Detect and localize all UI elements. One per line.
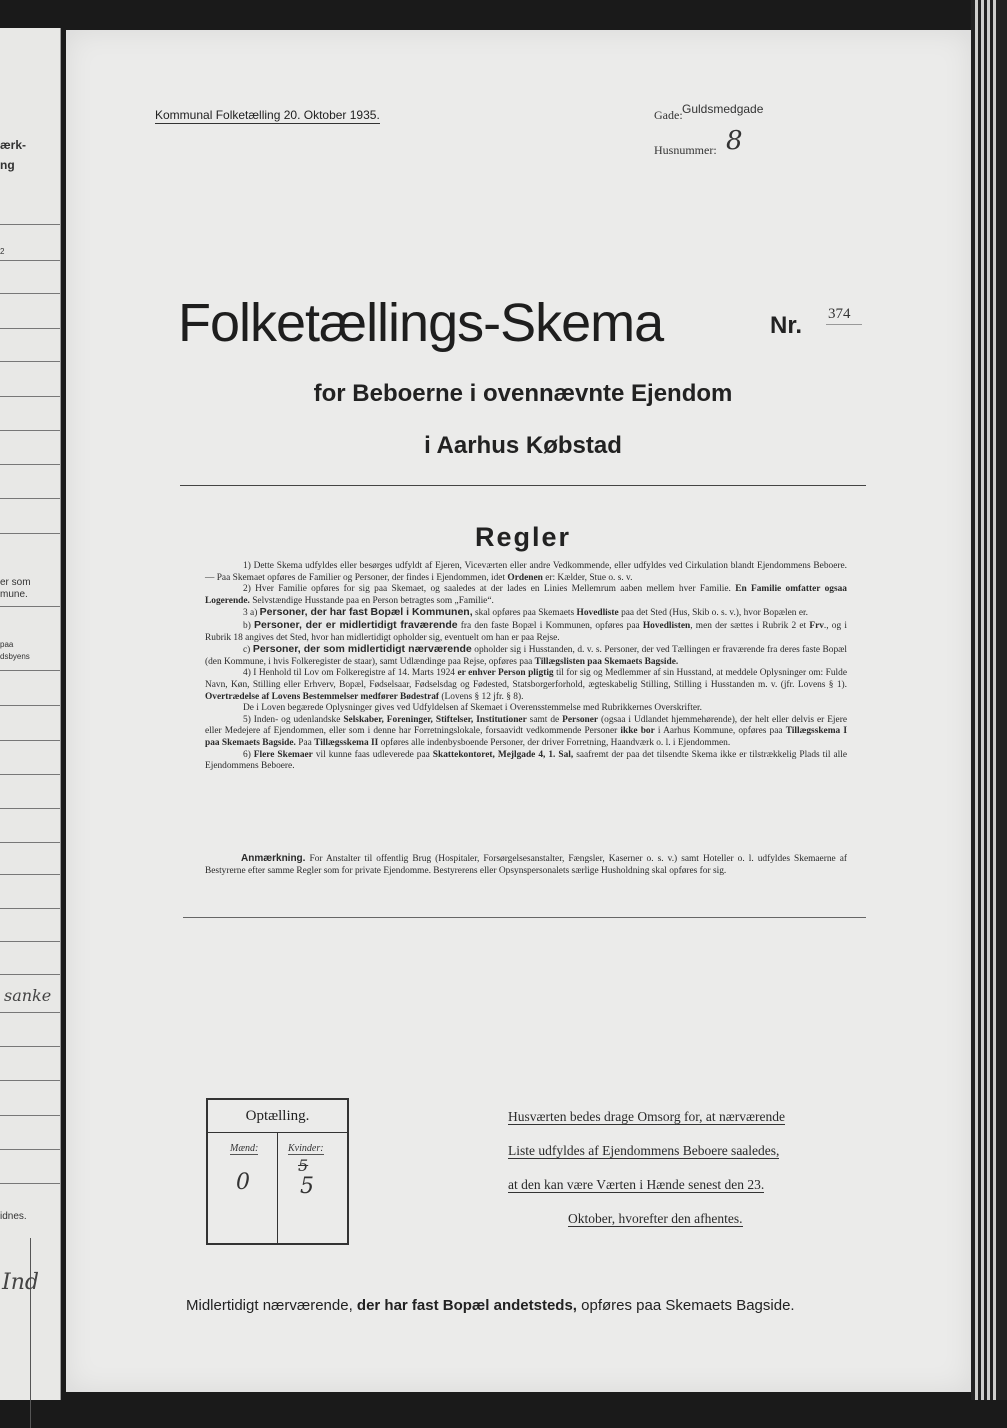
street-label: Gade: [654,108,683,122]
left-fragment: ng [0,158,15,172]
rules-body [205,561,847,773]
left-fragment: paa [0,640,14,649]
left-fragment: mune. [0,589,28,600]
remark-lead: Anmærkning. [241,853,306,864]
landlord-notice-line: Husværten bedes drage Omsorg for, at nærværende [508,1109,786,1124]
left-handwriting: sanke [4,986,52,1005]
street-value: Guldsmedgade [682,102,764,116]
rule-6: 6) Flere Skemaer vil kunne faas udleverede paa Skattekontoret, Mejlgade 4, 1. Sal, saafremt der paa det tilsendte Skema ikke er tilstrækkelig Plads til alle Ejendommens Beboere. [205,749,848,772]
rule-1: 1) Dette Skema udfyldes eller besørges udfyldt af Ejeren, Viceværten eller andre Vedkommende, eller udfyldes ved Cirkulation blandt Ejendommens Beboere. — Paa Skemaet opføres de Familier og Personer, der findes i Ejendommen, idet Ordenen er: Kælder, Stue o. s. v. [205,561,847,583]
rules-heading: Regler [474,522,572,552]
rule-2: 2) Hver Familie opføres for sig paa Skemaet, og saaledes at der lades en Linies Mellemrum aaben mellem hver Familie. En Familie omfatter ogsaa Logerende. Selvstændige Husstande paa en Person betragtes som „Familie“. [205,584,847,606]
rule-5: 5) Inden- og udenlandske Selskaber, Foreninger, Stiftelser, Institutioner samt de Personer (ogsaa i Udlandet hjemmehørende), der helt eller delvis er Ejere eller Medejere af Ejendommen, eller som i denne har Forretningslokale, forsaavidt vedkommende Personer ikke bor i Aarhus Kommune, opføres paa Tillægsskema I paa Skemaets Bagside. Paa Tillægsskema II opføres alle indenbysboende Personer, der driver Forretning, Haandværk o. l. i Ejendommen. [205,714,847,748]
women-count: 5 [300,1174,314,1199]
left-fragment: idnes. [0,1211,27,1222]
form-title: Folketællings-Skema [178,293,664,353]
women-count-struck: 5 [298,1156,309,1175]
form-number-value: 374 [828,306,851,322]
form-number-label: Nr. [770,312,803,339]
form-subtitle-city: i Aarhus Købstad [424,432,622,459]
rule-4: 4) I Henhold til Lov om Folkeregistre af 14. Marts 1924 er enhver Person pligtig til for sig og Medlemmer af sin Husstand, at meddele Oplysninger om: Fulde Navn, Køn, Stilling eller Erhverv, Bopæl, Fødselsaar, Fødselsdag og Fødested, Statsborgerforhold, ægteskabelig Stilling, Stilling i Husstanden m. v. (jfr. Lovens § 1). Overtrædelse af Lovens Bestemmelser medfører Bødestraf (Lovens § 12 jfr. § 8). [205,668,847,702]
rule-3c: c) Personer, der som midlertidigt nærværende opholder sig i Husstanden, d. v. s. Personer, der ved Tællingen er fraværende fra deres faste Bopæl (den Kommune, i hvis Folkeregister de staar), samt Udlændinge paa Rejse, opføres paa Tillægslisten paa Skemaets Bagside. [205,643,847,667]
left-facing-page [0,28,61,1400]
left-fragment: ærk- [0,138,27,152]
left-fragment: dsbyens [0,652,30,661]
rule-3b: b) Personer, der er midlertidigt fraværende fra den faste Bopæl i Kommunen, opføres paa Hovedlisten, men der sættes i Rubrik 2 et Frv., og i Rubrik 18 angives det Sted, hvor han midlertidigt opholder sig, eventuelt om han er paa Rejse. [205,618,847,643]
landlord-notice-line: at den kan være Værten i Hænde senest den 23. [508,1177,765,1192]
count-box [206,1098,349,1245]
house-number-label: Husnummer: [654,143,717,157]
rule-4-continued: De i Loven begærede Oplysninger gives ved Udfyldelsen af Skemaet i Overensstemmelse med Rubrikkernes Overskrifter. [243,703,702,714]
census-title: Kommunal Folketælling 20. Oktober 1935. [155,108,380,122]
divider [183,917,866,918]
form-subtitle: for Beboerne i ovennævnte Ejendom [313,380,733,407]
left-fragment: er som [0,577,31,588]
rule-3a: 3 a) Personer, der har fast Bopæl i Kommunen, skal opføres paa Skemaets Hovedliste paa det Sted (Hus, Skib o. s. v.), hvor Bopælen er. [243,606,808,619]
women-label: Kvinder: [288,1143,324,1154]
men-count: 0 [236,1170,250,1195]
count-box-title: Optælling. [245,1108,310,1124]
remark [205,853,847,877]
landlord-notice-line: Liste udfyldes af Ejendommens Beboere saaledes, [508,1143,780,1158]
footer-note: Midlertidigt nærværende, der har fast Bopæl andetsteds, opføres paa Skemaets Bagside. [186,1297,795,1314]
house-number-value: 8 [726,126,743,156]
landlord-notice-line: Oktober, hvorefter den afhentes. [568,1211,743,1226]
divider [180,485,866,486]
remark-text: For Anstalter til offentlig Brug (Hospitaler, Forsørgelsesanstalter, Fængsler, Kaserner o. s. v.) samt Hoteller o. l. udfyldes Skemaerne af Bestyrerne efter samme Regler som for private Ejendomme. Bestyrerens eller Opsynspersonalets særlige Husholdning skal opføres for sig. [205,854,847,876]
men-label: Mænd: [230,1143,259,1154]
left-handwriting: Ind [2,1270,39,1295]
page-stack-edge [971,0,1007,1400]
left-fragment: 2 [0,247,5,256]
